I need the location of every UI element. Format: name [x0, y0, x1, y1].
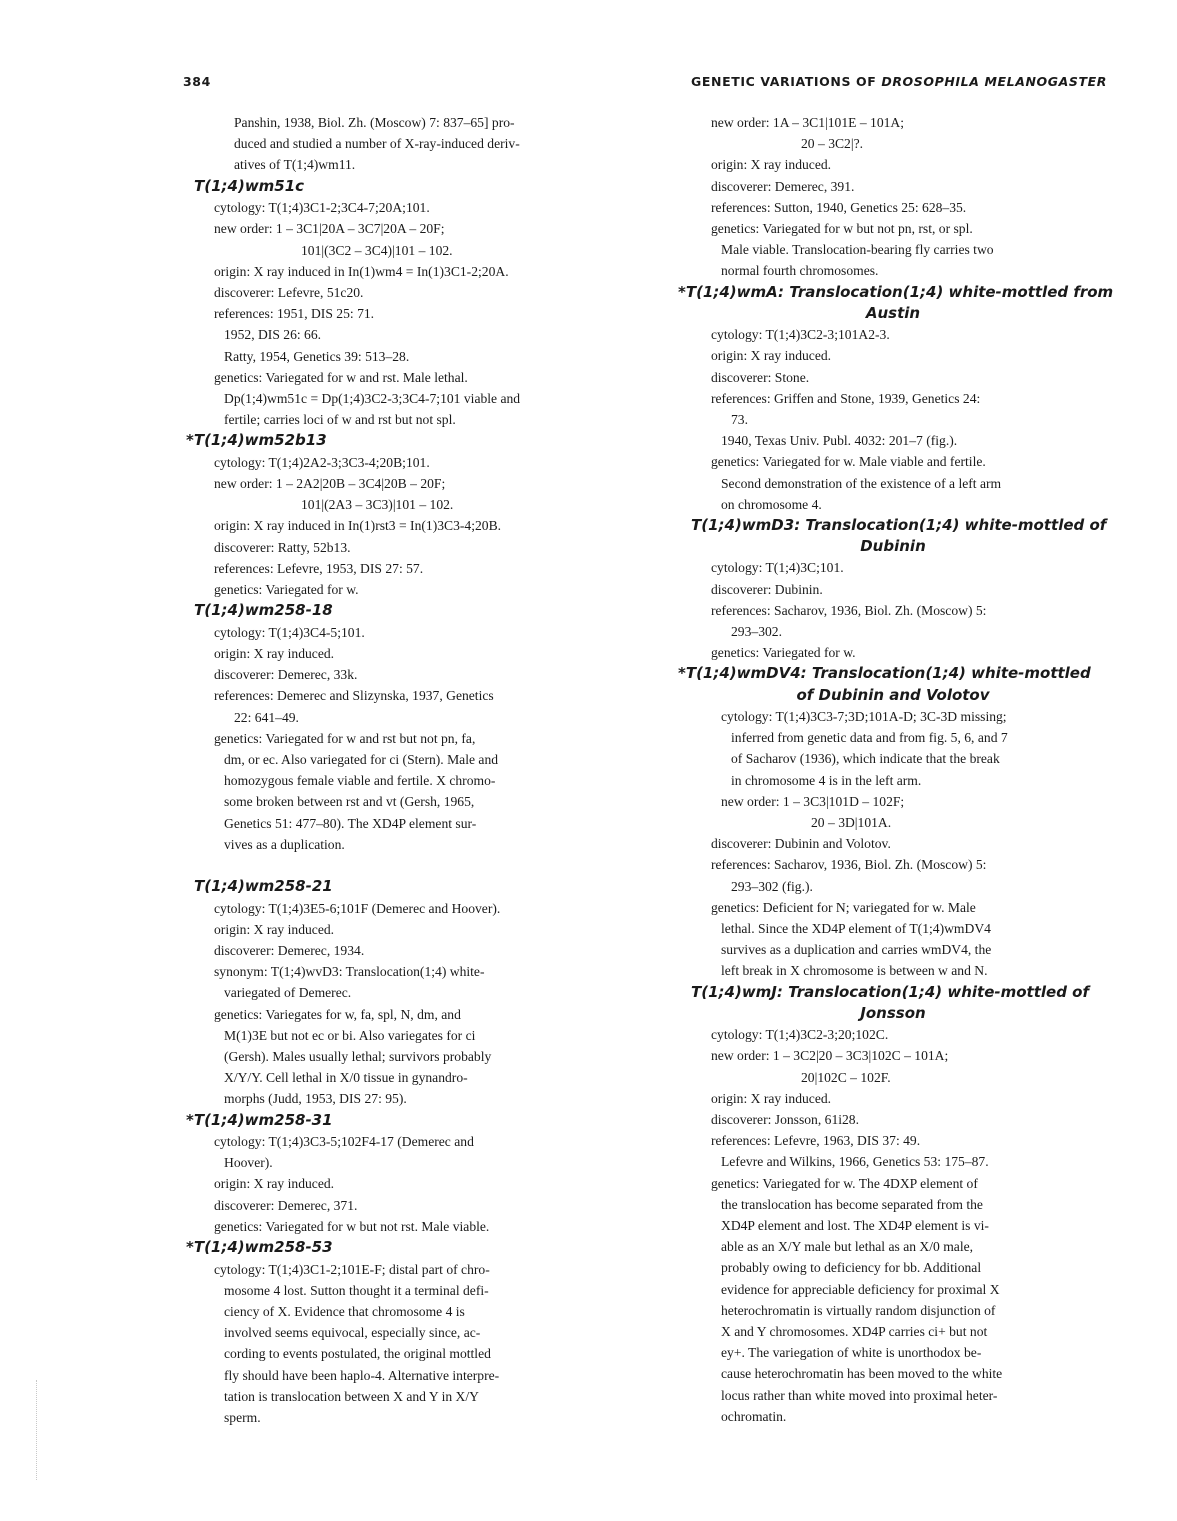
- text-line: Ratty, 1954, Genetics 39: 513–28.: [224, 348, 410, 364]
- entry-heading: T(1;4)wm258-18: [194, 601, 333, 620]
- text-line: new order: 1 – 3C1|20A – 3C7|20A – 20F;: [214, 221, 445, 237]
- text-line: genetics: Variegated for w but not pn, rst, or spl.: [711, 221, 973, 237]
- text-line: Second demonstration of the existence of a left arm: [721, 475, 1002, 491]
- text-line: X/Y/Y. Cell lethal in X/0 tissue in gynandro-: [224, 1070, 468, 1086]
- text-line: 293–302.: [731, 624, 782, 640]
- running-head-italic: DROSOPHILA MELANOGASTER: [881, 74, 1107, 89]
- text-line: references: Griffen and Stone, 1939, Genetics 24:: [711, 390, 981, 406]
- text-line: 101|(2A3 – 3C3)|101 – 102.: [301, 497, 454, 513]
- left-column: [186, 112, 606, 1428]
- text-line: survives as a duplication and carries wmDV4, the: [721, 942, 992, 958]
- running-head-prefix: GENETIC VARIATIONS OF: [691, 74, 877, 89]
- text-line: discoverer: Ratty, 52b13.: [214, 539, 351, 555]
- text-line: cytology: T(1;4)2A2-3;3C3-4;20B;101.: [214, 454, 430, 470]
- text-line: references: Sutton, 1940, Genetics 25: 628–35.: [711, 199, 967, 215]
- text-line: X and Y chromosomes. XD4P carries ci+ but not: [721, 1323, 988, 1339]
- text-line: able as an X/Y male but lethal as an X/0 male,: [721, 1239, 974, 1255]
- text-line: evidence for appreciable deficiency for proximal X: [721, 1281, 1000, 1297]
- text-line: genetics: Variegated for w. Male viable and fertile.: [711, 454, 986, 470]
- text-line: Male viable. Translocation-bearing fly carries two: [721, 242, 994, 258]
- text-line: genetics: Deficient for N; variegated for w. Male: [711, 899, 976, 915]
- text-line: lethal. Since the XD4P element of T(1;4)wmDV4: [721, 921, 991, 936]
- text-line: Lefevre and Wilkins, 1966, Genetics 53: 175–87.: [721, 1154, 989, 1170]
- text-line: new order: 1 – 2A2|20B – 3C4|20B – 20F;: [214, 476, 446, 492]
- text-line: morphs (Judd, 1953, DIS 27: 95).: [224, 1091, 407, 1107]
- text-line: discoverer: Stone.: [711, 369, 810, 385]
- text-line: cytology: T(1;4)3C1-2;101E-F; distal part of chro-: [214, 1261, 490, 1277]
- text-line: discoverer: Demerec, 391.: [711, 178, 855, 194]
- entry-heading-continuation: Austin: [865, 304, 921, 323]
- text-line: discoverer: Demerec, 33k.: [214, 667, 358, 683]
- text-line: origin: X ray induced.: [711, 157, 832, 173]
- text-line: left break in X chromosome is between w and N.: [721, 963, 988, 979]
- entry-heading-continuation: Jonsson: [860, 1004, 926, 1023]
- text-line: cytology: T(1;4)3E5-6;101F (Demerec and Hoover).: [214, 900, 501, 916]
- text-line: genetics: Variegated for w. The 4DXP element of: [711, 1175, 978, 1191]
- text-line: origin: X ray induced.: [214, 1176, 335, 1192]
- text-line: heterochromatin is virtually random disjunction of: [721, 1302, 996, 1318]
- text-line: cause heterochromatin has been moved to the white: [721, 1366, 1003, 1382]
- text-line: origin: X ray induced.: [214, 921, 335, 937]
- text-line: Genetics 51: 477–80). The XD4P element sur-: [224, 815, 477, 831]
- text-line: discoverer: Dubinin.: [711, 581, 823, 597]
- page-number: 384: [183, 74, 211, 89]
- text-line: sperm.: [224, 1409, 261, 1425]
- text-line: genetics: Variegated for w.: [711, 645, 856, 661]
- text-line: 20 – 3C2|?.: [801, 136, 864, 152]
- text-line: 1940, Texas Univ. Publ. 4032: 201–7 (fig.).: [721, 433, 958, 449]
- text-line: cytology: T(1;4)3C2-3;20;102C.: [711, 1027, 889, 1043]
- text-line: references: Lefevre, 1963, DIS 37: 49.: [711, 1133, 921, 1149]
- text-line: Hoover).: [224, 1155, 273, 1171]
- entry-heading: *T(1;4)wm258-31: [186, 1110, 333, 1129]
- entry-heading: *T(1;4)wmA: Translocation(1;4) white-mottled from: [678, 282, 1114, 301]
- text-line: M(1)3E but not ec or bi. Also variegates for ci: [224, 1027, 476, 1043]
- text-line: cytology: T(1;4)3C3-7;3D;101A-D; 3C-3D missing;: [721, 708, 1007, 724]
- text-line: Dp(1;4)wm51c = Dp(1;4)3C2-3;3C4-7;101 viable and: [224, 390, 521, 406]
- text-line: cytology: T(1;4)3C1-2;3C4-7;20A;101.: [214, 200, 430, 216]
- text-line: discoverer: Demerec, 371.: [214, 1197, 358, 1213]
- text-line: on chromosome 4.: [721, 496, 822, 512]
- entry-heading: *T(1;4)wmDV4: Translocation(1;4) white-mottled: [678, 664, 1091, 683]
- text-line: cording to events postulated, the original mottled: [224, 1346, 491, 1362]
- text-line: involved seems equivocal, especially since, ac-: [224, 1325, 481, 1341]
- entry-heading: *T(1;4)wm258-53: [186, 1238, 333, 1257]
- scan-edge-artifact: [36, 1380, 38, 1480]
- text-line: references: Demerec and Slizynska, 1937, Genetics: [214, 688, 494, 704]
- text-line: origin: X ray induced.: [711, 348, 832, 364]
- text-line: inferred from genetic data and from fig. 5, 6, and 7: [731, 730, 1008, 746]
- text-line: cytology: T(1;4)3C3-5;102F4-17 (Demerec and: [214, 1134, 474, 1150]
- text-line: 293–302 (fig.).: [731, 878, 813, 894]
- text-line: 22: 641–49.: [234, 709, 299, 725]
- text-line: genetics: Variegated for w and rst. Male lethal.: [214, 369, 468, 385]
- entry-heading: T(1;4)wm258-21: [194, 877, 333, 895]
- text-line: discoverer: Dubinin and Volotov.: [711, 836, 891, 852]
- text-line: XD4P element and lost. The XD4P element is vi-: [721, 1217, 989, 1233]
- entry-heading: T(1;4)wmD3: Translocation(1;4) white-mottled of: [691, 515, 1107, 534]
- text-line: 20|102C – 102F.: [801, 1069, 891, 1085]
- text-line: references: Sacharov, 1936, Biol. Zh. (Moscow) 5:: [711, 602, 987, 618]
- text-line: in chromosome 4 is in the left arm.: [731, 772, 922, 788]
- text-line: genetics: Variegated for w but not rst. Male viable.: [214, 1218, 490, 1234]
- entry-heading: T(1;4)wm51c: [194, 176, 305, 195]
- text-line: atives of T(1;4)wm11.: [234, 157, 356, 173]
- text-line: variegated of Demerec.: [224, 985, 352, 1001]
- text-line: 1952, DIS 26: 66.: [224, 327, 322, 343]
- text-line: fly should have been haplo-4. Alternative interpre-: [224, 1367, 500, 1383]
- section-gap: [186, 855, 606, 876]
- text-line: of Sacharov (1936), which indicate that the break: [731, 751, 1000, 767]
- text-line: genetics: Variegates for w, fa, spl, N, dm, and: [214, 1006, 461, 1022]
- text-line: some broken between rst and vt (Gersh, 1965,: [224, 794, 475, 810]
- text-line: origin: X ray induced.: [214, 645, 335, 661]
- right-column: [673, 112, 1113, 1427]
- text-line: 101|(3C2 – 3C4)|101 – 102.: [301, 242, 453, 258]
- text-line: 73.: [731, 411, 748, 427]
- text-line: tation is translocation between X and Y in X/Y: [224, 1388, 479, 1404]
- entry-heading: T(1;4)wmJ: Translocation(1;4) white-mottled of: [691, 982, 1090, 1001]
- text-line: homozygous female viable and fertile. X chromo-: [224, 773, 496, 789]
- text-line: references: Sacharov, 1936, Biol. Zh. (Moscow) 5:: [711, 857, 987, 873]
- text-line: duced and studied a number of X-ray-induced deriv-: [234, 136, 520, 152]
- text-line: fertile; carries loci of w and rst but not spl.: [224, 412, 456, 428]
- text-line: the translocation has become separated from the: [721, 1196, 983, 1212]
- text-line: cytology: T(1;4)3C;101.: [711, 560, 844, 576]
- text-line: dm, or ec. Also variegated for ci (Stern). Male and: [224, 751, 499, 767]
- text-line: references: 1951, DIS 25: 71.: [214, 306, 375, 322]
- text-line: Panshin, 1938, Biol. Zh. (Moscow) 7: 837–65] pro-: [234, 115, 515, 130]
- text-line: vives as a duplication.: [224, 836, 345, 852]
- text-line: normal fourth chromosomes.: [721, 263, 879, 279]
- text-line: cytology: T(1;4)3C2-3;101A2-3.: [711, 327, 890, 343]
- text-line: new order: 1 – 3C3|101D – 102F;: [721, 793, 905, 809]
- text-line: ey+. The variegation of white is unorthodox be-: [721, 1345, 982, 1361]
- text-line: genetics: Variegated for w.: [214, 582, 359, 598]
- text-line: origin: X ray induced in In(1)rst3 = In(1)3C3-4;20B.: [214, 518, 502, 534]
- text-line: (Gersh). Males usually lethal; survivors probably: [224, 1048, 492, 1064]
- text-line: discoverer: Lefevre, 51c20.: [214, 284, 364, 300]
- text-line: locus rather than white moved into proximal heter-: [721, 1387, 998, 1403]
- text-line: 20 – 3D|101A.: [811, 814, 892, 830]
- text-line: mosome 4 lost. Sutton thought it a terminal defi-: [224, 1282, 489, 1298]
- text-line: new order: 1A – 3C1|101E – 101A;: [711, 115, 905, 130]
- text-line: references: Lefevre, 1953, DIS 27: 57.: [214, 560, 424, 576]
- entry-heading-continuation: Dubinin: [860, 537, 926, 556]
- text-line: ciency of X. Evidence that chromosome 4 is: [224, 1303, 465, 1319]
- text-line: origin: X ray induced.: [711, 1090, 832, 1106]
- text-line: genetics: Variegated for w and rst but not pn, fa,: [214, 730, 476, 746]
- text-line: discoverer: Demerec, 1934.: [214, 942, 365, 958]
- text-line: ochromatin.: [721, 1408, 787, 1424]
- entry-heading: *T(1;4)wm52b13: [186, 431, 327, 450]
- text-line: probably owing to deficiency for bb. Additional: [721, 1260, 982, 1276]
- text-line: new order: 1 – 3C2|20 – 3C3|102C – 101A;: [711, 1048, 949, 1064]
- entry-heading-continuation: of Dubinin and Volotov: [796, 685, 990, 704]
- text-line: cytology: T(1;4)3C4-5;101.: [214, 624, 365, 640]
- text-line: synonym: T(1;4)wvD3: Translocation(1;4) white-: [214, 964, 485, 980]
- text-line: origin: X ray induced in In(1)wm4 = In(1)3C1-2;20A.: [214, 263, 509, 279]
- text-line: discoverer: Jonsson, 61i28.: [711, 1111, 860, 1127]
- running-head: [691, 74, 1107, 89]
